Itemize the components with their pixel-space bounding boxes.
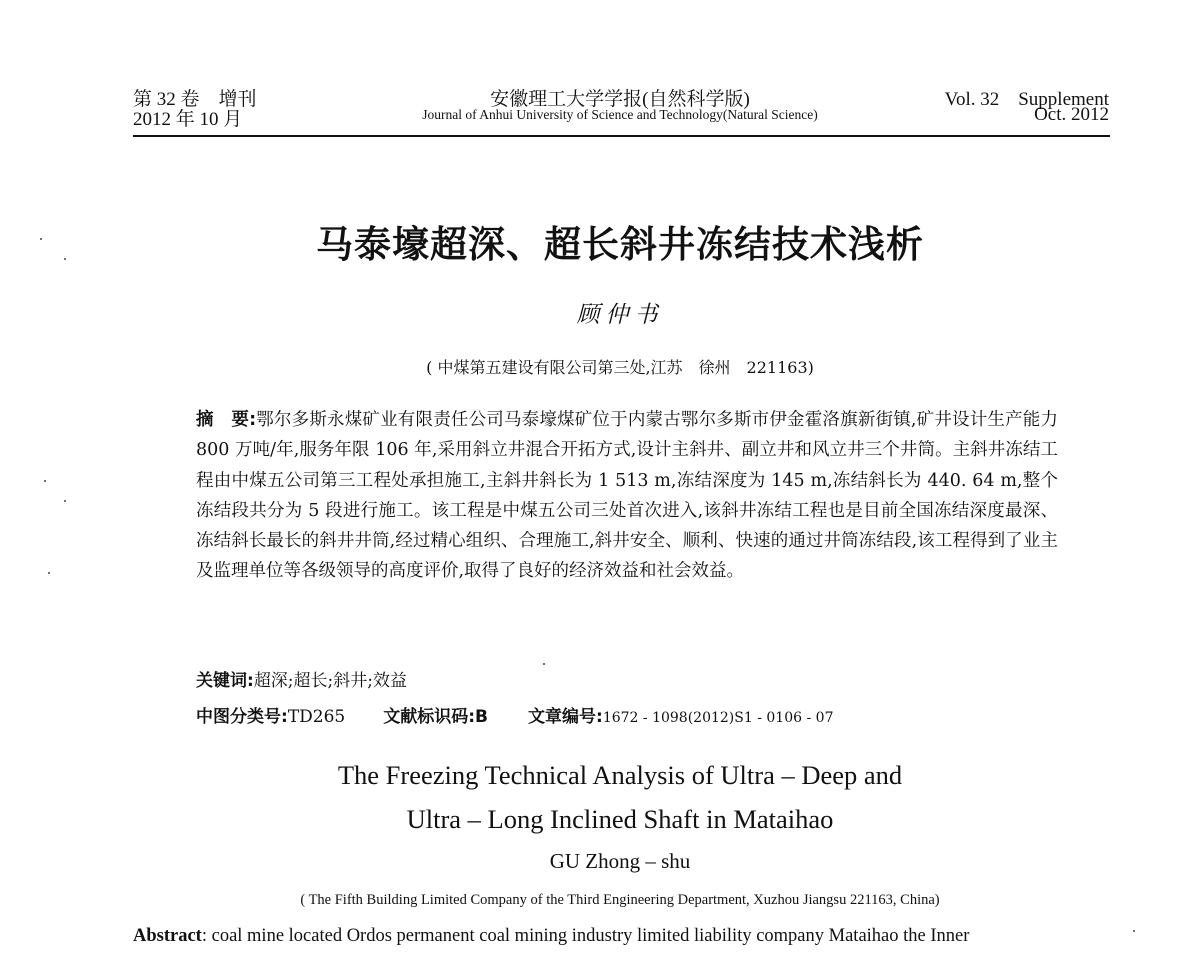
abstract-en-text: : coal mine located Ordos permanent coal mining industry limited liability company Mataihao the Inner xyxy=(201,926,970,946)
journal-name-en: Journal of Anhui University of Science and Technology(Natural Science) xyxy=(422,107,818,122)
publication-date: 2012 年 10 月 xyxy=(133,109,243,130)
author-zh: 顾仲书 xyxy=(576,302,664,328)
author-en: GU Zhong – shu xyxy=(549,849,691,873)
affiliation-en: ( The Fifth Building Limited Company of the Third Engineering Department, Xuzhou Jiangsu 221163, China) xyxy=(300,892,940,908)
keywords xyxy=(196,666,407,691)
abstract-en xyxy=(133,926,969,947)
affiliation-zh: ( 中煤第五建设有限公司第三处,江苏 徐州 221163) xyxy=(426,358,814,377)
paper-title-zh: 马泰壕超深、超长斜井冻结技术浅析 xyxy=(316,222,924,266)
abstract-zh-text: 鄂尔多斯永煤矿业有限责任公司马泰壕煤矿位于内蒙古鄂尔多斯市伊金霍洛旗新街镇,矿井设计生产能力 800 万吨/年,服务年限 106 年,采用斜立井混合开拓方式,设计主斜井、副立井和风立井三个井筒。主斜井冻结工程由中煤五公司第三工程处承担施工,主斜井斜长为 1 513 m,冻结深度为 145 m,冻结斜长为 440. 64 m,整个冻结段共分为 5 段进行施工。该工程是中煤五公司三处首次进入,该斜井冻结工程也是目前全国冻结深度最深、冻结斜长最长的斜井井筒,经过精心组织、合理施工,斜井安全、顺利、快速的通过井筒冻结段,该工程得到了业主及监理单位等各级领导的高度评价,取得了良好的经济效益和社会效益。 xyxy=(196,410,1058,582)
journal-name-zh: 安徽理工大学学报(自然科学版) xyxy=(490,89,750,110)
paper-title-en-line2: Ultra – Long Inclined Shaft in Mataihao xyxy=(406,804,834,834)
scan-speck xyxy=(44,480,46,482)
volume-en: Vol. 32 Supplement xyxy=(944,89,1109,110)
scan-speck xyxy=(40,238,42,240)
keywords-text: 超深;超长;斜井;效益 xyxy=(253,671,407,691)
scan-speck xyxy=(543,663,545,665)
scan-speck xyxy=(64,500,66,502)
abstract-en-label: Abstract xyxy=(133,926,202,946)
scan-speck xyxy=(64,258,66,260)
scan-speck xyxy=(48,572,50,574)
scan-speck xyxy=(1133,930,1135,932)
clc-label: 中图分类号: xyxy=(196,707,288,727)
article-number-label: 文章编号: xyxy=(528,707,603,727)
keywords-label: 关键词: xyxy=(196,671,254,691)
doc-code-label: 文献标识码: xyxy=(383,707,476,727)
abstract-zh xyxy=(196,405,1058,587)
paper-title-en-line1: The Freezing Technical Analysis of Ultra – Deep and xyxy=(337,760,903,790)
abstract-zh-label: 摘 要: xyxy=(196,410,257,430)
clc-value: TD265 xyxy=(287,707,346,727)
header-rule xyxy=(133,135,1110,137)
doc-code-value: B xyxy=(475,707,489,727)
article-number-value: 1672 - 1098(2012)S1 - 0106 - 07 xyxy=(602,710,834,726)
volume-issue: 第 32 卷 增刊 xyxy=(133,89,257,110)
classification-line xyxy=(196,702,833,727)
date-en: Oct. 2012 xyxy=(1034,104,1109,125)
